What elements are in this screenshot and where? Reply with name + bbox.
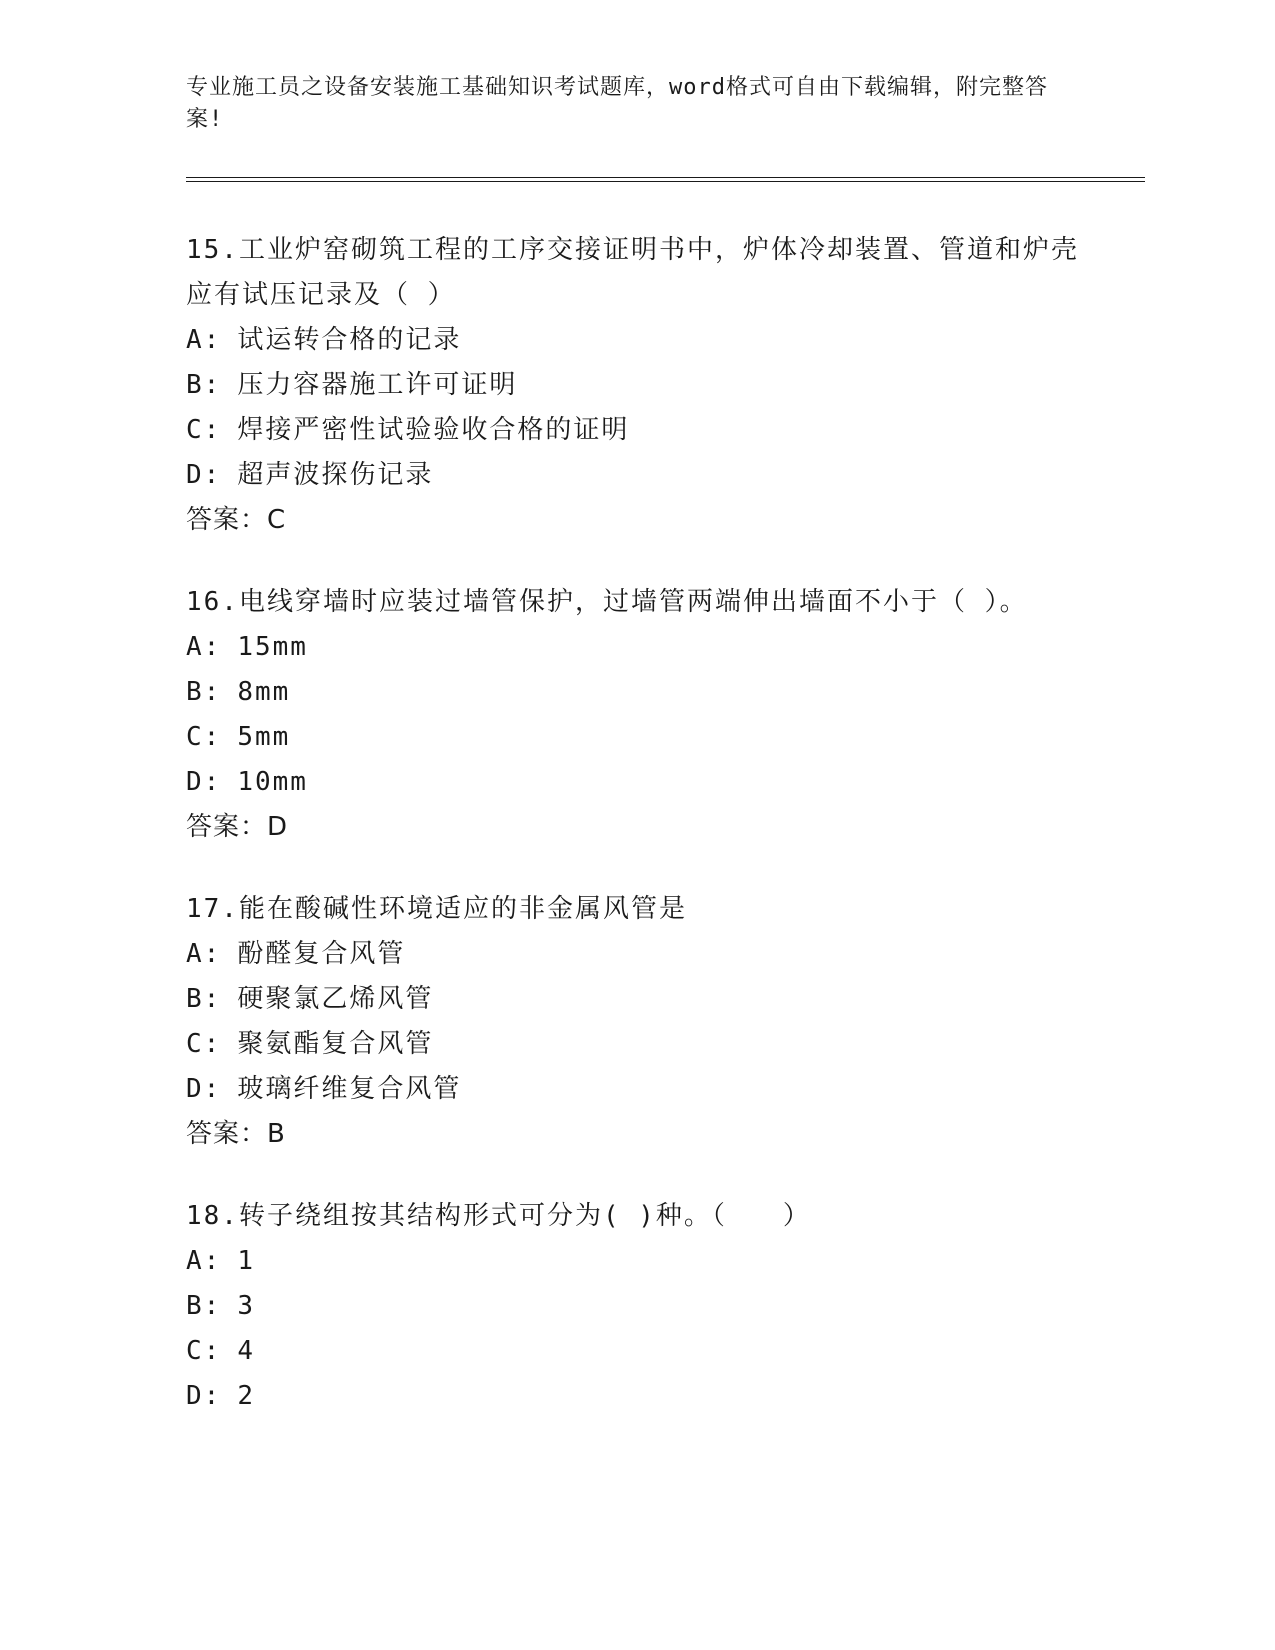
option-letter: B: xyxy=(186,370,222,400)
question-17 xyxy=(186,887,1086,1157)
option-d xyxy=(186,453,1086,498)
question-16 xyxy=(186,580,1086,850)
option-text: 焊接严密性试验验收合格的证明 xyxy=(237,415,630,445)
option-text: 10mm xyxy=(237,767,308,797)
header-divider-top xyxy=(186,177,1145,178)
option-letter: D: xyxy=(186,1074,222,1104)
option-text: 4 xyxy=(237,1336,255,1366)
option-letter: C: xyxy=(186,722,222,752)
option-letter: D: xyxy=(186,460,222,490)
option-letter: C: xyxy=(186,1336,222,1366)
option-letter: A: xyxy=(186,632,222,662)
document-header: 专业施工员之设备安装施工基础知识考试题库，word格式可自由下载编辑，附完整答案! xyxy=(186,75,1048,132)
option-letter: D: xyxy=(186,767,222,797)
answer: 答案：C xyxy=(186,505,287,535)
option-a xyxy=(186,625,1086,670)
option-text: 3 xyxy=(237,1291,255,1321)
header-divider-bottom xyxy=(186,181,1145,182)
option-text: 超声波探伤记录 xyxy=(237,460,434,490)
option-text: 1 xyxy=(237,1246,255,1276)
option-text: 酚醛复合风管 xyxy=(237,939,406,969)
option-b xyxy=(186,670,1086,715)
question-stem: 17.能在酸碱性环境适应的非金属风管是 xyxy=(186,894,687,924)
answer: 答案：D xyxy=(186,812,289,842)
option-text: 8mm xyxy=(237,677,291,707)
option-letter: B: xyxy=(186,677,222,707)
option-text: 硬聚氯乙烯风管 xyxy=(237,984,434,1014)
option-letter: A: xyxy=(186,1246,222,1276)
option-letter: B: xyxy=(186,1291,222,1321)
option-d xyxy=(186,1067,1086,1112)
option-text: 压力容器施工许可证明 xyxy=(237,370,518,400)
option-b xyxy=(186,977,1086,1022)
option-c xyxy=(186,715,1086,760)
option-text: 聚氨酯复合风管 xyxy=(237,1029,434,1059)
option-text: 2 xyxy=(237,1381,255,1411)
option-text: 15mm xyxy=(237,632,308,662)
option-b xyxy=(186,363,1086,408)
option-c xyxy=(186,1022,1086,1067)
option-c xyxy=(186,1329,1086,1374)
option-letter: D: xyxy=(186,1381,222,1411)
option-letter: B: xyxy=(186,984,222,1014)
option-letter: C: xyxy=(186,415,222,445)
option-d xyxy=(186,760,1086,805)
option-letter: A: xyxy=(186,939,222,969)
question-stem: 16.电线穿墙时应装过墙管保护，过墙管两端伸出墙面不小于（ ）。 xyxy=(186,587,1028,617)
question-stem: 15.工业炉窑砌筑工程的工序交接证明书中，炉体冷却装置、管道和炉壳应有试压记录及（ ） xyxy=(186,235,1079,310)
question-15 xyxy=(186,228,1086,543)
option-text: 5mm xyxy=(237,722,291,752)
option-letter: C: xyxy=(186,1029,222,1059)
option-c xyxy=(186,408,1086,453)
option-d xyxy=(186,1374,1086,1419)
question-stem: 18.转子绕组按其结构形式可分为( )种。（ ） xyxy=(186,1201,811,1231)
option-a xyxy=(186,932,1086,977)
option-a xyxy=(186,1239,1086,1284)
option-b xyxy=(186,1284,1086,1329)
option-letter: A: xyxy=(186,325,222,355)
option-text: 试运转合格的记录 xyxy=(237,325,462,355)
question-list xyxy=(186,228,1086,1456)
option-text: 玻璃纤维复合风管 xyxy=(237,1074,462,1104)
option-a xyxy=(186,318,1086,363)
question-18 xyxy=(186,1194,1086,1419)
answer: 答案：B xyxy=(186,1119,286,1149)
